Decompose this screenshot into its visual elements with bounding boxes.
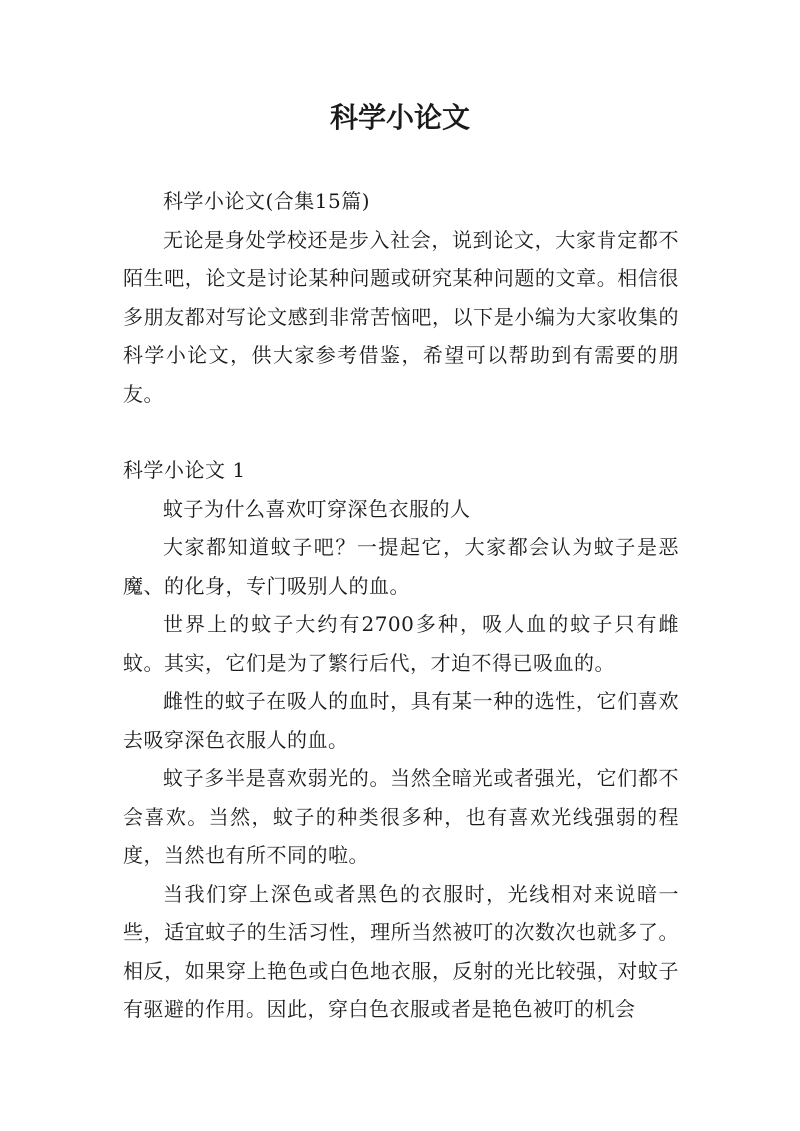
intro-paragraph: 无论是身处学校还是步入社会，说到论文，大家肯定都不陌生吧，论文是讨论某种问题或研究某种问题的文章。相信很多朋友都对写论文感到非常苦恼吧，以下是小编为大家收集的科学小论文，供大家参考借鉴，希望可以帮助到有需要的朋友。 xyxy=(123,227,679,406)
essay-paragraph: 世界上的蚊子大约有2700多种，吸人血的蚊子只有雌蚊。其实，它们是为了繁行后代，才迫不得已吸血的。 xyxy=(123,612,679,675)
document-body xyxy=(123,182,679,1029)
essay-paragraph: 蚊子多半是喜欢弱光的。当然全暗光或者强光，它们都不会喜欢。当然，蚊子的种类很多种，也有喜欢光线强弱的程度，当然也有所不同的啦。 xyxy=(123,766,679,867)
collection-heading: 科学小论文(合集15篇) xyxy=(163,189,371,213)
essay-paragraph: 雌性的蚊子在吸人的血时，具有某一种的选性，它们喜欢去吸穿深色衣服人的血。 xyxy=(123,689,679,752)
section-heading: 科学小论文 1 xyxy=(123,458,246,482)
essay-title: 蚊子为什么喜欢叮穿深色衣服的人 xyxy=(163,496,471,521)
essay-paragraph: 大家都知道蚊子吧？一提起它，大家都会认为蚊子是恶魔、的化身，专门吸别人的血。 xyxy=(123,535,679,598)
blank-line xyxy=(123,413,679,451)
document-title: 科学小论文 xyxy=(329,101,470,134)
essay-paragraph: 当我们穿上深色或者黑色的衣服时，光线相对来说暗一些，适宜蚊子的生活习性，理所当然被叮的次数次也就多了。相反，如果穿上艳色或白色地衣服，反射的光比较强，对蚊子有驱避的作用。因此，穿白色衣服或者是艳色被叮的机会 xyxy=(123,881,679,1021)
